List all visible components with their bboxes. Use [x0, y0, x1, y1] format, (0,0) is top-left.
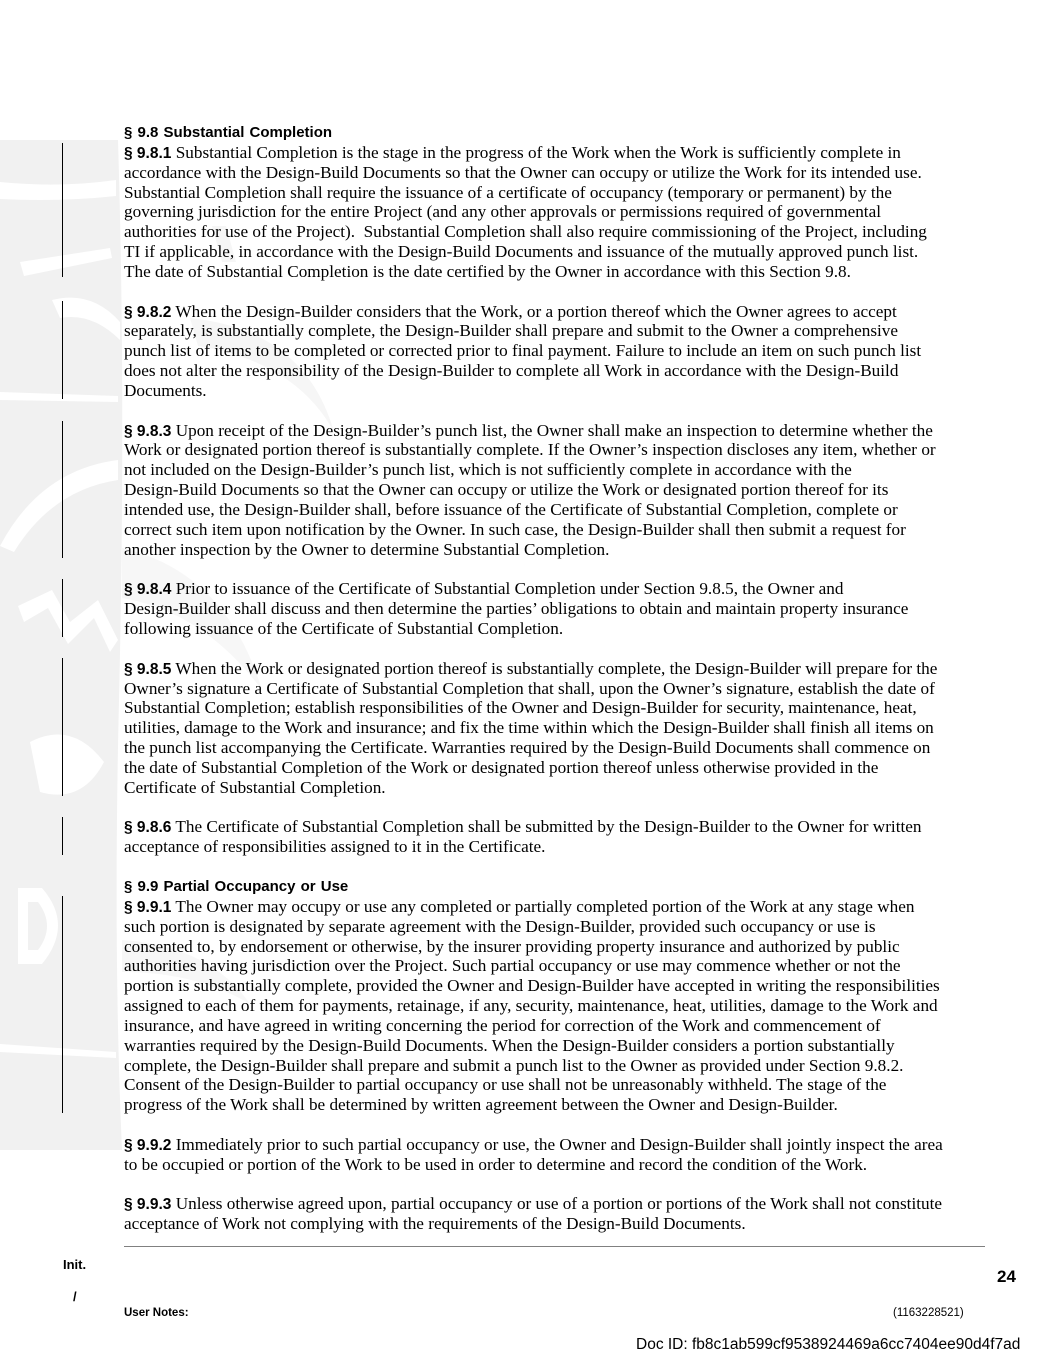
clause-text: The Certificate of Substantial Completion shall be submitted by the Design-Builder to the Owner for written acceptance of responsibilities assigned to it in the Certificate.	[124, 817, 922, 857]
document-body	[124, 123, 994, 1254]
clause-9-8-1	[124, 143, 994, 282]
clause-text: When the Work or designated portion thereof is substantially complete, the Design-Builder will prepare for the Owner’s signature a Certificate of Substantial Completion that shall, upon the Owner’s signature, establish the date of Substantial Completion; establish responsibilities of the Owner and Design-Builder for security, maintenance, heat, utilities, damage to the Work and insurance; and fix the time within which the Design-Builder shall finish all items on the punch list accompanying the Certificate. Warranties required by the Design-Build Documents shall commence on the date of Substantial Completion of the Work or designated portion thereof unless otherwise provided in the Certificate of Substantial Completion.	[124, 658, 938, 797]
clause-label: § 9.9.3	[124, 1196, 172, 1214]
clause-label: § 9.8.3	[124, 422, 172, 440]
change-bar	[62, 143, 63, 277]
change-bar	[62, 817, 63, 855]
clause-label: § 9.9.1	[124, 898, 172, 916]
change-bar	[62, 301, 63, 399]
clause-9-8-5	[124, 659, 994, 798]
clause-label: § 9.8.5	[124, 660, 172, 678]
clause-text: When the Design-Builder considers that the Work, or a portion thereof which the Owner agrees to accept separately, is substantially complete, the Design-Builder shall prepare and submit to the Owner a comprehensive punch list of items to be completed or corrected prior to final payment. Failure to include an item on such punch list does not alter the responsibility of the Design-Builder to complete all Work in accordance with the Design-Build Documents.	[124, 301, 922, 400]
clause-text: Immediately prior to such partial occupancy or use, the Owner and Design-Builder shall jointly inspect the area to be occupied or portion of the Work to be used in order to determine and record the condition of the Work.	[124, 1134, 943, 1174]
clause-text: Upon receipt of the Design-Builder’s punch list, the Owner shall make an inspection to determine whether the Work or designated portion thereof is substantially complete. If the Owner’s inspection discloses any item, whether or not included on the Design-Builder’s punch list, which is not sufficiently complete in accordance with the Design-Build Documents so that the Owner can occupy or utilize the Work or designated portion thereof for its intended use, the Design-Builder shall, before issuance of the Certificate of Substantial Completion, complete or correct such item upon notification by the Owner. In such case, the Design-Builder shall then submit a request for another inspection by the Owner to determine Substantial Completion.	[124, 420, 936, 559]
clause-label: § 9.9.2	[124, 1136, 172, 1154]
footer-init-label: Init.	[63, 1257, 87, 1272]
clause-9-8-2	[124, 302, 994, 401]
clause-9-9-1	[124, 897, 994, 1115]
clause-label: § 9.8.4	[124, 581, 172, 599]
section-heading: § 9.9 Partial Occupancy or Use	[124, 877, 349, 895]
clause-9-9-2	[124, 1135, 994, 1175]
change-bar	[62, 658, 63, 796]
change-bar	[62, 579, 63, 637]
clause-label: § 9.8.1	[124, 144, 172, 162]
clause-9-9-3	[124, 1194, 994, 1234]
footer-init-slash: /	[73, 1289, 77, 1304]
section-9-8	[124, 123, 994, 857]
clause-label: § 9.8.6	[124, 819, 172, 837]
user-notes-label: User Notes:	[124, 1307, 189, 1319]
document-serial: (1163228521)	[893, 1307, 964, 1319]
clause-text: Substantial Completion is the stage in the progress of the Work when the Work is sufficiently complete in accordance with the Design-Build Documents so that the Owner can occupy or utilize the Work for its intended use. Substantial Completion shall require the issuance of a certificate of occupancy (temporary or permanent) by the governing jurisdiction for the entire Project (and any other approvals or permissions required of governmental authorities for use of the Project). Substantial Completion shall also require commissioning of the Project, including TI if applicable, in accordance with the Design-Build Documents and issuance of the mutually approved punch list. The date of Substantial Completion is the date certified by the Owner in accordance with this Section 9.8.	[124, 142, 927, 281]
clause-text: Unless otherwise agreed upon, partial occupancy or use of a portion or portions of the Work shall not constitute acceptance of Work not complying with the requirements of the Design-Build Documents.	[124, 1194, 942, 1234]
section-9-9	[124, 877, 994, 1234]
doc-id: Doc ID: fb8c1ab599cf9538924469a6cc7404ee90d4f7ad	[636, 1336, 1021, 1353]
page-number: 24	[997, 1267, 1016, 1286]
clause-label: § 9.8.2	[124, 303, 172, 321]
clause-9-8-4	[124, 579, 994, 639]
change-bar	[62, 421, 63, 558]
change-bar	[62, 896, 63, 1113]
clause-text: The Owner may occupy or use any completed or partially completed portion of the Work at any stage when such portion is designated by separate agreement with the Design-Builder, provided such occupancy or use is consented to, by endorsement or otherwise, by the insurer providing property insurance and authorized by public authorities having jurisdiction over the Project. Such partial occupancy or use may commence whether or not the portion is substantially complete, provided the Owner and Design-Builder have accepted in writing the responsibilities assigned to each of them for payments, retainage, if any, security, maintenance, heat, utilities, damage to the Work and insurance, and have agreed in writing concerning the period for correction of the Work and commencement of warranties required by the Design-Build Documents. When the Design-Builder considers a portion substantially complete, the Design-Builder shall prepare and submit a punch list to the Owner as provided under Section 9.8.2. Consent of the Design-Builder to partial occupancy or use shall not be unreasonably withheld. The stage of the progress of the Work shall be determined by written agreement between the Owner and Design-Builder.	[124, 896, 940, 1115]
section-heading: § 9.8 Substantial Completion	[124, 124, 333, 141]
clause-9-8-3	[124, 421, 994, 560]
clause-9-8-6	[124, 817, 994, 857]
clause-text: Prior to issuance of the Certificate of Substantial Completion under Section 9.8.5, the Owner and Design-Builder shall discuss and then determine the parties’ obligations to obtain and maintain property insurance following issuance of the Certificate of Substantial Completion.	[124, 579, 909, 639]
